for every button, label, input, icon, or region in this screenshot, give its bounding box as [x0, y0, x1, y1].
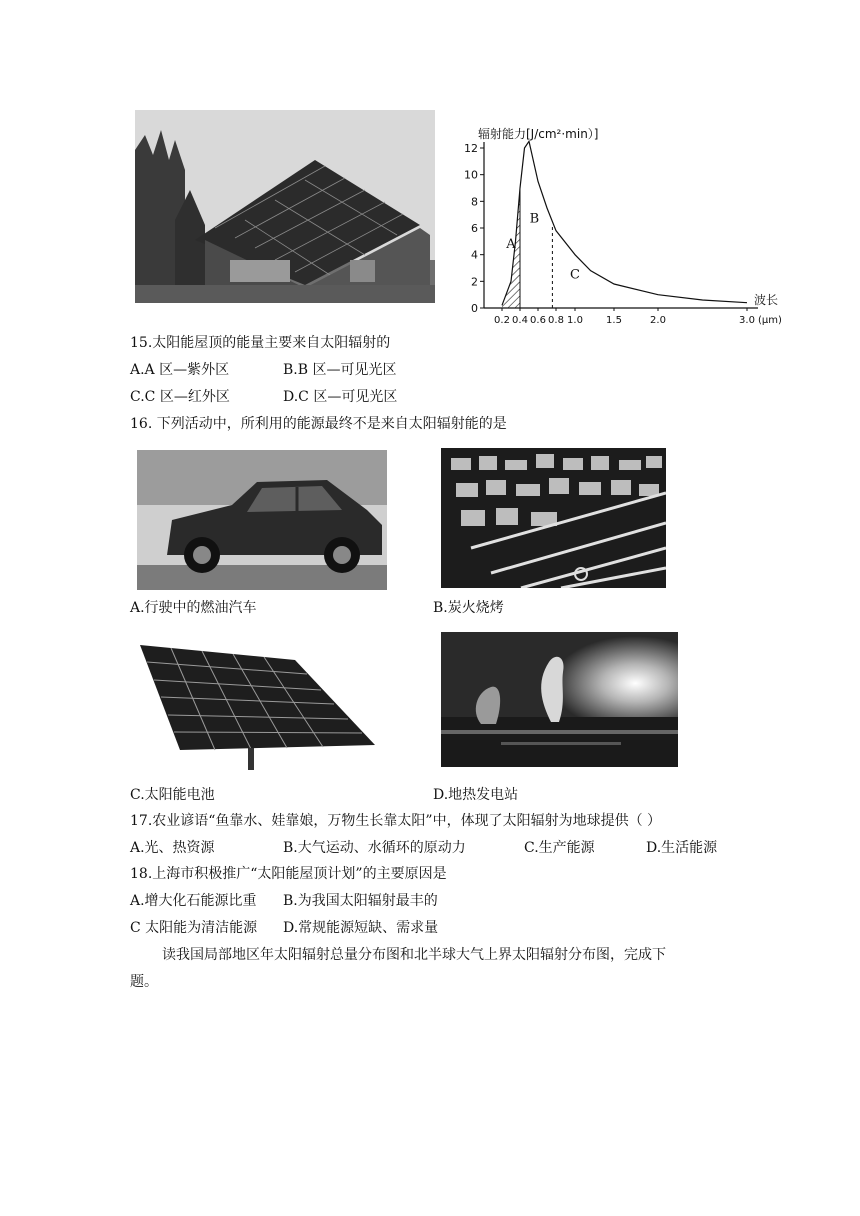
y-tick-label: 6	[471, 222, 478, 235]
q16-stem: 16. 下列活动中，所利用的能源最终不是来自太阳辐射能的是	[130, 416, 507, 432]
q16-option-c[interactable]: C.太阳能电池	[130, 787, 215, 803]
spectrum-chart-svg	[462, 120, 792, 330]
x-tick-label: 2.0	[650, 315, 666, 326]
q18-option-c[interactable]: C 太阳能为清洁能源	[130, 920, 258, 936]
solar-spectrum-chart	[462, 120, 792, 330]
reading-intro-line1: 读我国局部地区年太阳辐射总量分布图和北半球大气上界太阳辐射分布图，完成下	[162, 947, 666, 963]
q17-option-d[interactable]: D.生活能源	[646, 840, 718, 856]
y-tick-label: 12	[464, 142, 478, 155]
y-tick-label: 4	[471, 248, 478, 262]
q17-option-b[interactable]: B.大气运动、水循环的原动力	[283, 840, 466, 856]
x-tick-label: 0.4	[512, 315, 528, 326]
geothermal-station-photo	[441, 632, 678, 767]
charcoal-grill-photo	[441, 448, 666, 588]
q18-option-d[interactable]: D.常规能源短缺、需求量	[283, 920, 439, 936]
x-tick-label: 1.5	[606, 315, 622, 326]
solar-panel-photo	[135, 640, 380, 770]
q17-option-a[interactable]: A.光、热资源	[130, 840, 215, 856]
x-tick-label: 3.0	[739, 315, 755, 326]
y-tick-label: 2	[471, 275, 478, 289]
reading-intro-line2: 题。	[130, 974, 158, 990]
region-label-c: C	[570, 267, 580, 283]
fuel-car-photo	[137, 450, 387, 590]
q18-option-b[interactable]: B.为我国太阳辐射最丰的	[283, 893, 438, 909]
y-tick-label: 8	[471, 195, 478, 209]
chart-ylabel: 辐射能力[J/cm²·min）]	[478, 127, 599, 141]
q16-option-a[interactable]: A.行驶中的燃油汽车	[130, 600, 257, 616]
x-axis-label: 波长	[754, 293, 779, 307]
q15-option-a[interactable]: A.A 区—紫外区	[130, 362, 230, 378]
q18-option-a[interactable]: A.增大化石能源比重	[130, 893, 257, 909]
x-tick-label: 0.8	[548, 315, 564, 326]
y-tick-label: 10	[464, 168, 478, 182]
y-tick-label: 0	[471, 302, 478, 315]
x-tick-label: 0.2	[494, 315, 510, 326]
q17-option-c[interactable]: C.生产能源	[524, 840, 595, 856]
q16-option-d[interactable]: D.地热发电站	[433, 787, 519, 803]
solar-roof-house-photo	[135, 110, 435, 303]
x-tick-label: 0.6	[530, 315, 546, 326]
region-label-b: B	[529, 211, 540, 227]
q15-option-c[interactable]: C.C 区—红外区	[130, 389, 230, 405]
q16-option-b[interactable]: B.炭火烧烤	[433, 600, 504, 616]
q18-stem: 18.上海市积极推广“太阳能屋顶计划”的主要原因是	[130, 866, 447, 882]
region-label-a: A	[506, 237, 516, 252]
x-tick-label: 1.0	[567, 315, 583, 326]
q15-option-d[interactable]: D.C 区—可见光区	[283, 389, 398, 405]
x-unit-label: (μm)	[758, 315, 782, 326]
q15-option-b[interactable]: B.B 区—可见光区	[283, 362, 397, 378]
q15-stem: 15.太阳能屋顶的能量主要来自太阳辐射的	[130, 335, 391, 351]
q17-stem: 17.农业谚语“鱼靠水、娃靠娘，万物生长靠太阳”中，体现了太阳辐射为地球提供（ ）	[130, 813, 662, 829]
